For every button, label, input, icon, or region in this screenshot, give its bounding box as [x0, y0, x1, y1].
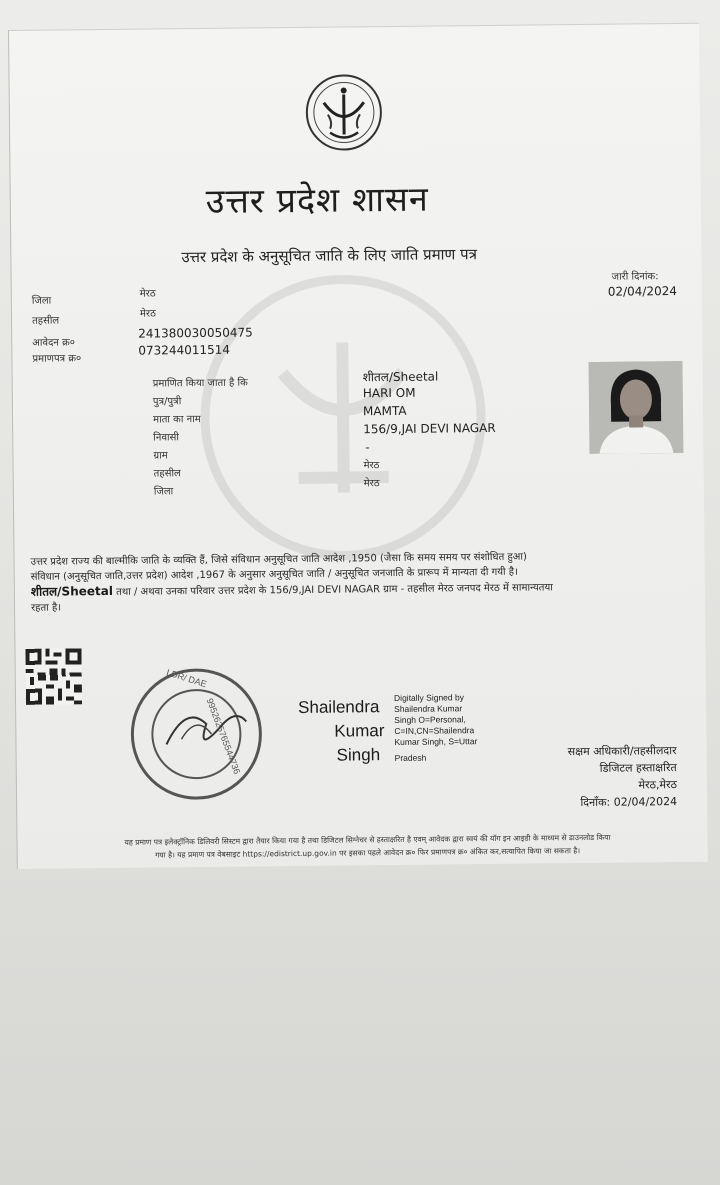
signer-name-line-3: Singh	[336, 745, 381, 765]
meta-certificate-label: प्रमाणपत्र क्र०	[32, 353, 82, 365]
certificate-subtitle: उत्तर प्रदेश के अनुसूचित जाति के लिए जाति प्रमाण पत्र	[181, 245, 478, 267]
applicant-photo	[589, 361, 684, 454]
detail-mother-label: माता का नाम	[153, 414, 201, 426]
authority-line-2: डिजिटल हस्ताक्षरित	[599, 761, 677, 775]
detail-address-value: 156/9,JAI DEVI NAGAR	[363, 420, 496, 437]
seal-text: LDR/ DAE	[165, 667, 208, 690]
meta-district-label: जिला	[31, 295, 52, 307]
detail-father-value: HARI OM	[362, 385, 416, 401]
qr-code-icon[interactable]	[25, 648, 82, 705]
detail-tehsil-value: मेरठ	[363, 460, 380, 472]
body-name-bold: शीतल/Sheetal	[30, 583, 113, 599]
seal-number: 9952625765544736	[204, 696, 243, 776]
issue-date-label: जारी दिनांक:	[611, 271, 659, 283]
meta-certificate-value: 073244011514	[138, 342, 231, 358]
certificate-sheet	[8, 23, 708, 869]
detail-village-label: ग्राम	[153, 450, 168, 462]
detail-resident-label: निवासी	[153, 432, 179, 444]
certificate-body	[30, 548, 701, 616]
detail-tehsil-label: तहसील	[153, 468, 181, 480]
signer-name-line-1: Shailendra	[298, 697, 380, 717]
page-title: उत्तर प्रदेश शासन	[205, 179, 429, 222]
digital-line-5: Kumar Singh, S=Uttar	[394, 736, 478, 747]
digital-line-1: Digitally Signed by	[393, 692, 465, 703]
certificate-footer	[17, 830, 717, 863]
detail-child-of-label: पुत्र/पुत्री	[152, 396, 182, 408]
meta-application-value: 241380030050475	[138, 325, 253, 341]
detail-village-value: -	[365, 440, 370, 455]
authority-line-1: सक्षम अधिकारी/तहसीलदार	[567, 744, 677, 759]
signer-name-line-2: Kumar	[334, 721, 385, 741]
person-photo-icon	[589, 361, 684, 454]
detail-certified-label: प्रमाणित किया जाता है कि	[152, 377, 248, 390]
body-line-4: रहता है।	[30, 602, 62, 614]
watermark-emblem-icon	[192, 266, 495, 569]
detail-district-value: मेरठ	[363, 478, 380, 490]
authority-block	[487, 742, 678, 812]
meta-tehsil-label: तहसील	[31, 315, 60, 327]
meta-application-label: आवेदन क्र०	[32, 337, 76, 349]
up-government-emblem-icon	[299, 72, 388, 153]
detail-mother-value: MAMTA	[362, 403, 407, 419]
body-line-3: तथा / अथवा उनका परिवार उत्तर प्रदेश के 156/9,JAI DEVI NAGAR ग्राम - तहसील मेरठ जनपद मेरठ में सामान्यतया	[112, 582, 553, 598]
body-line-1: उत्तर प्रदेश राज्य की बाल्मीकि जाति के व्यक्ति हैं, जिसे संविधान अनुसूचित जाति आदेश ,1950 (जैसा कि समय समय पर संशोधित हुआ)	[30, 551, 527, 568]
digital-line-3: Singh O=Personal,	[394, 714, 466, 725]
meta-tehsil-value: मेरठ	[139, 308, 156, 320]
footer-line-2: गया है। यह प्रमाण पत्र वेबसाइट https://edistrict.up.gov.in पर इसका पहले आवेदन क्र० फिर प्रमाणपत्र क्र० अंकित कर,सत्यापित किया जा सकता है।	[155, 846, 581, 860]
issue-date-value: 02/04/2024	[607, 284, 678, 299]
detail-district-label: जिला	[153, 486, 174, 498]
meta-district-value: मेरठ	[139, 288, 156, 300]
body-line-2: संविधान (अनुसूचित जाति,उत्तर प्रदेश) आदेश ,1967 के अनुसार अनुसूचित जाति / अनुसूचित जनजाति के प्रारूप में मान्यता दी गयी है।	[30, 566, 518, 583]
digital-signature-block	[394, 692, 478, 764]
digital-line-2: Shailendra Kumar	[394, 703, 463, 714]
digital-line-6: Pradesh	[394, 752, 427, 763]
detail-name-value: शीतल/Sheetal	[362, 369, 439, 385]
digital-line-4: C=IN,CN=Shailendra	[394, 725, 475, 736]
authority-line-3: मेरठ,मेरठ	[638, 778, 678, 792]
authority-date: दिनाँक: 02/04/2024	[580, 795, 678, 810]
footer-line-1: यह प्रमाण पत्र इलेक्ट्रॉनिक डिलिवरी सिस्टम द्वारा तैयार किया गया है तथा डिजिटल सिग्नेचर से हस्ताक्षरित है एवम् आवेदक द्वारा स्वयं की यॉग इन आइडी के माध्यम से डाउनलोड किया	[124, 832, 611, 847]
